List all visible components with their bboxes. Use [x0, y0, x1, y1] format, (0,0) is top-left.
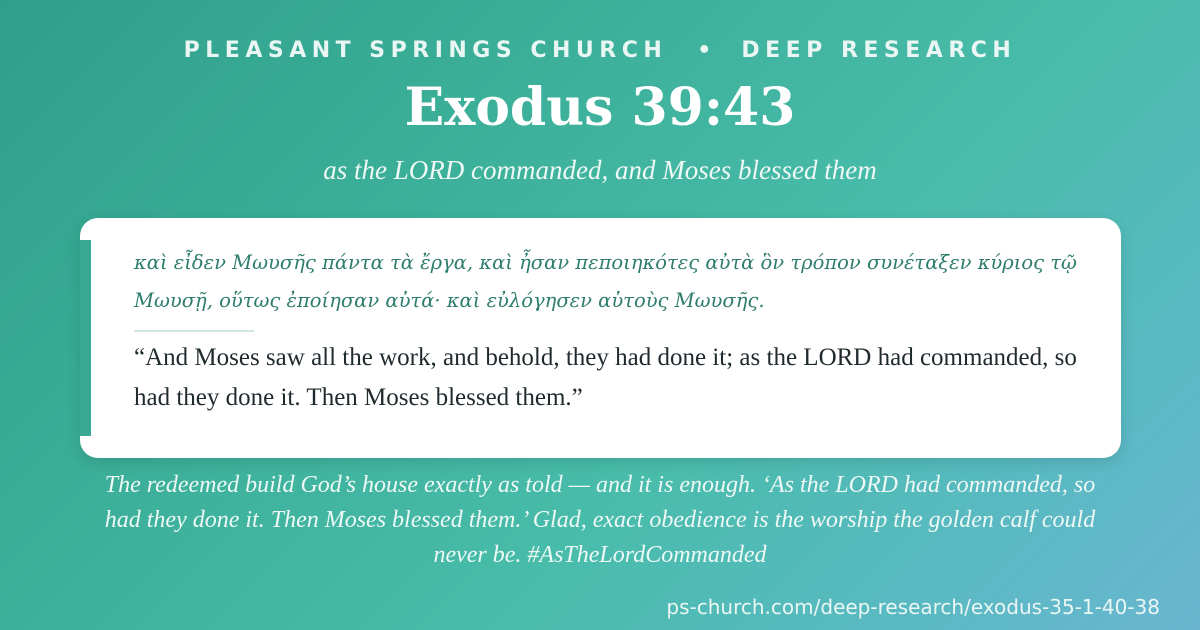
english-verse-text: “And Moses saw all the work, and behold, they had done it; as the LORD had commanded, so had they done it. Then Moses blessed them.”	[134, 344, 1077, 411]
series-name: DEEP RESEARCH	[741, 38, 1017, 63]
greek-verse-text: καὶ εἶδεν Μωυσῆς πάντα τὰ ἔργα, καὶ ἦσαν πεποιηκότες αὐτὰ ὃν τρόπον συνέταξεν κύριος τῷ Μωυσῇ, οὕτως ἐποίησαν αὐτά· καὶ εὐλόγησεν αὐτοὺς Μωυσῆς.	[134, 251, 1077, 312]
verse-divider	[134, 330, 254, 332]
page-subtitle: as the LORD commanded, and Moses blessed them	[323, 155, 877, 185]
header-separator: •	[697, 38, 712, 63]
page-title: Exodus 39:43	[404, 77, 796, 138]
footer-url: ps-church.com/deep-research/exodus-35-1-40-38	[666, 595, 1160, 619]
church-name: PLEASANT SPRINGS CHURCH	[183, 38, 668, 63]
verse-card	[80, 218, 1121, 458]
reflection-text: The redeemed build God’s house exactly as told — and it is enough. ‘As the LORD had commanded, so had they done it. Then Moses blessed them.’ Glad, exact obedience is the worship the golden calf could never be. #AsTheLordCommanded	[104, 472, 1096, 568]
header-line	[0, 38, 1200, 63]
card-accent-bar	[80, 240, 91, 436]
